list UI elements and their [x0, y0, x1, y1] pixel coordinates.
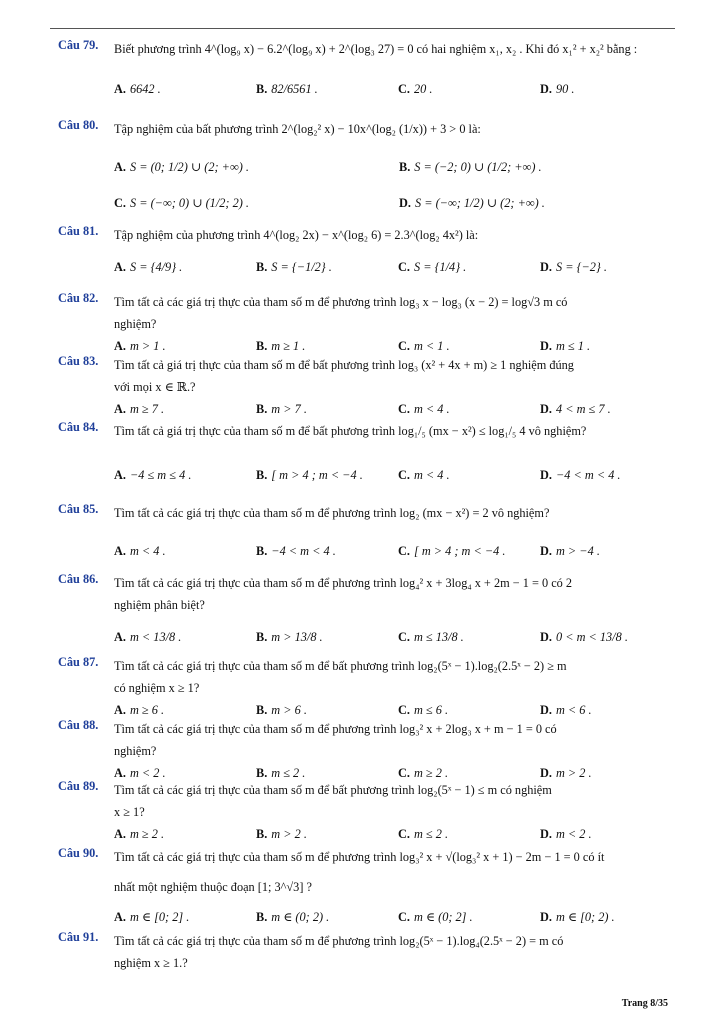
option-a[interactable]: A. m ≥ 2 . — [114, 827, 165, 841]
option-c[interactable]: C. m ≥ 2 . — [398, 766, 449, 780]
question-text: Tìm tất cả các giá trị thực của tham số m để phương trình log₄² x + 3log₄ x + 2m − 1 = 0 có 2 nghiệm phân biệt? — [114, 576, 573, 612]
option-a[interactable]: A. S = {4/9} . — [114, 260, 183, 274]
option-c[interactable]: C. 20 . — [398, 82, 433, 96]
option-d[interactable]: D. m ∈ [0; 2) . — [540, 910, 615, 924]
option-c[interactable]: C. m < 1 . — [398, 339, 450, 353]
option-c[interactable]: C. m ∈ (0; 2] . — [398, 910, 473, 924]
option-a[interactable]: A. m < 13/8 . — [114, 630, 182, 644]
option-d[interactable]: D. −4 < m < 4 . — [540, 468, 621, 482]
page-number: Trang 8/35 — [621, 998, 668, 1009]
question-label: Câu 80. — [58, 118, 99, 132]
option-a[interactable]: A. m ∈ [0; 2] . — [114, 910, 190, 924]
option-d[interactable]: D. m > 2 . — [540, 766, 592, 780]
question-82 — [58, 291, 676, 357]
option-a[interactable]: A. −4 ≤ m ≤ 4 . — [114, 468, 192, 482]
question-label: Câu 79. — [58, 38, 99, 52]
question-text: Tìm tất cả các giá trị thực của tham số m để phương trình log₂(5ˣ − 1).log₄(2.5ˣ − 2) = m có nghiệm x ≥ 1.? — [114, 934, 564, 970]
question-88 — [58, 718, 676, 784]
question-text: Tập nghiệm của phương trình 4^(log₂ 2x) − x^(log₂ 6) = 2.3^(log₂ 4x²) là: — [114, 228, 479, 242]
question-label: Câu 90. — [58, 846, 99, 860]
question-label: Câu 84. — [58, 420, 99, 434]
option-b[interactable]: B. m > 13/8 . — [256, 630, 323, 644]
question-91 — [58, 930, 676, 974]
question-85 — [58, 502, 676, 562]
question-text: Tìm tất cả các giá trị thực của tham số m để bất phương trình log₂(5ˣ − 1) ≤ m có nghiệm x ≥ 1? — [114, 783, 552, 819]
option-b[interactable]: B. m ≥ 1 . — [256, 339, 306, 353]
option-c[interactable]: C. m ≤ 2 . — [398, 827, 449, 841]
option-b[interactable]: B. 82/6561 . — [256, 82, 318, 96]
question-86 — [58, 572, 676, 648]
option-a[interactable]: A. m > 1 . — [114, 339, 166, 353]
question-text: Biết phương trình 4^(log₉ x) − 6.2^(log₉ x) + 2^(log₃ 27) = 0 có hai nghiệm x₁, x₂ . Khi đó x₁² + x₂² bằng : — [114, 42, 638, 56]
question-79 — [58, 38, 676, 100]
option-a[interactable]: A. m < 2 . — [114, 766, 166, 780]
option-a[interactable]: A. m ≥ 6 . — [114, 703, 165, 717]
question-89 — [58, 779, 676, 845]
option-c[interactable]: C. m ≤ 13/8 . — [398, 630, 464, 644]
option-d[interactable]: D. m ≤ 1 . — [540, 339, 591, 353]
question-text: Tập nghiệm của bất phương trình 2^(log₂² x) − 10x^(log₂ (1/x)) + 3 > 0 là: — [114, 122, 481, 136]
option-d[interactable]: D. S = (−∞; 1/2) ∪ (2; +∞) . — [399, 196, 545, 210]
option-c[interactable]: C. [ m > 4 ; m < −4 . — [398, 544, 506, 558]
question-83 — [58, 354, 676, 420]
option-a[interactable]: A. S = (0; 1/2) ∪ (2; +∞) . — [114, 160, 249, 174]
question-label: Câu 88. — [58, 718, 99, 732]
question-81 — [58, 224, 676, 278]
question-87 — [58, 655, 676, 721]
option-b[interactable]: B. m ≤ 2 . — [256, 766, 306, 780]
question-84 — [58, 420, 676, 486]
option-c[interactable]: C. S = (−∞; 0) ∪ (1/2; 2) . — [114, 196, 249, 210]
option-d[interactable]: D. S = {−2} . — [540, 260, 607, 274]
question-label: Câu 89. — [58, 779, 99, 793]
option-d[interactable]: D. 4 < m ≤ 7 . — [540, 402, 611, 416]
question-text: Tìm tất cả các giá trị thực của tham số m để phương trình log₂ (mx − x²) = 2 vô nghiệm? — [114, 506, 550, 520]
option-d[interactable]: D. 0 < m < 13/8 . — [540, 630, 628, 644]
question-90 — [58, 846, 676, 928]
question-text: Tìm tất cả các giá trị thực của tham số m để phương trình log₃² x + 2log₃ x + m − 1 = 0 có nghiệm? — [114, 722, 557, 758]
option-c[interactable]: C. m ≤ 6 . — [398, 703, 449, 717]
option-d[interactable]: D. m > −4 . — [540, 544, 600, 558]
option-b[interactable]: B. S = {−1/2} . — [256, 260, 332, 274]
option-a[interactable]: A. m ≥ 7 . — [114, 402, 165, 416]
question-label: Câu 87. — [58, 655, 99, 669]
option-d[interactable]: D. m < 6 . — [540, 703, 592, 717]
option-d[interactable]: D. m < 2 . — [540, 827, 592, 841]
question-text: Tìm tất cả giá trị thực của tham số m để bất phương trình log₁/₅ (mx − x²) ≤ log₁/₅ 4 vô nghiệm? — [114, 424, 587, 438]
option-b[interactable]: B. m > 7 . — [256, 402, 307, 416]
question-label: Câu 83. — [58, 354, 99, 368]
option-b[interactable]: B. m > 2 . — [256, 827, 307, 841]
question-text: Tìm tất cả các giá trị thực của tham số m để phương trình log₃² x + √(log₃² x + 1) − 2m − 1 = 0 có ít nhất một nghiệm thuộc đoạn [1; 3^√3] ? — [114, 850, 605, 894]
question-text: Tìm tất cả các giá trị thực của tham số m để phương trình log₃ x − log₃ (x − 2) = log√3 m có nghiệm? — [114, 295, 568, 331]
question-text: Tìm tất cả các giá trị thực của tham số m để bất phương trình log₂(5ˣ − 1).log₂(2.5ˣ − 2) ≥ m có nghiệm x ≥ 1? — [114, 659, 567, 695]
question-80 — [58, 118, 676, 214]
option-d[interactable]: D. 90 . — [540, 82, 575, 96]
option-a[interactable]: A. 6642 . — [114, 82, 161, 96]
question-label: Câu 85. — [58, 502, 99, 516]
option-a[interactable]: A. m < 4 . — [114, 544, 166, 558]
option-b[interactable]: B. m > 6 . — [256, 703, 307, 717]
option-c[interactable]: C. m < 4 . — [398, 402, 450, 416]
header-rule — [50, 28, 675, 29]
option-b[interactable]: B. S = (−2; 0) ∪ (1/2; +∞) . — [399, 160, 542, 174]
question-label: Câu 82. — [58, 291, 99, 305]
question-label: Câu 91. — [58, 930, 99, 944]
option-c[interactable]: C. S = {1/4} . — [398, 260, 467, 274]
question-label: Câu 81. — [58, 224, 99, 238]
question-label: Câu 86. — [58, 572, 99, 586]
option-b[interactable]: B. m ∈ (0; 2) . — [256, 910, 330, 924]
question-text: Tìm tất cả giá trị thực của tham số m để bất phương trình log₃ (x² + 4x + m) ≥ 1 nghiệm đúng với mọi x ∈ ℝ.? — [114, 358, 574, 394]
option-b[interactable]: B. [ m > 4 ; m < −4 . — [256, 468, 363, 482]
option-c[interactable]: C. m < 4 . — [398, 468, 450, 482]
option-b[interactable]: B. −4 < m < 4 . — [256, 544, 336, 558]
